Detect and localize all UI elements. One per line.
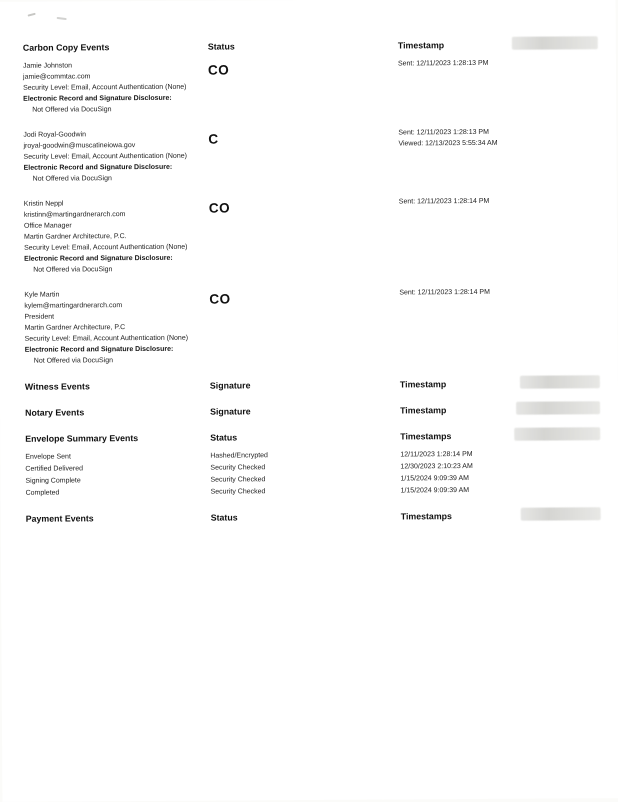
scan-artifact [521,507,601,520]
timestamp-column-header: Timestamp [400,405,447,416]
disclosure-value: Not Offered via DocuSign [32,106,112,114]
timestamp-column-header: Timestamp [397,40,445,51]
scan-mark [57,17,67,20]
envelope-timestamp: 12/30/2023 2:10:23 AM [400,463,473,471]
recipient-company: Martin Gardner Architecture, P.C. [23,233,127,241]
status-column-header: Status [210,432,238,443]
recipient-name: Kristin Neppl [23,200,64,208]
disclosure-value: Not Offered via DocuSign [33,357,114,365]
recipient-email: jamie@commtac.com [23,73,91,81]
sent-timestamp: Sent: 12/11/2023 1:28:14 PM [398,197,490,206]
recipient-email: kylem@martingardnerarch.com [24,302,123,310]
carbon-copy-recipient [24,195,601,276]
sent-timestamp: Sent: 12/11/2023 1:28:14 PM [399,288,490,297]
envelope-summary-row [26,484,603,500]
section-title: Notary Events [25,407,85,418]
recipient-name: Jodi Royal-Goodwin [23,131,87,139]
scan-artifact [512,36,598,50]
carbon-copy-recipient [24,286,601,367]
witness-events-header [25,377,602,394]
scan-artifact [520,375,600,388]
section-title: Envelope Summary Events [25,433,139,444]
carbon-copy-status-glyph: CO [207,62,230,78]
recipient-role: Office Manager [23,222,72,230]
section-title: Carbon Copy Events [22,42,110,53]
recipient-security-level: Security Level: Email, Account Authentication (None) [23,83,187,92]
envelope-event: Signing Complete [25,477,81,485]
signature-column-header: Signature [210,406,251,417]
envelope-status: Hashed/Encrypted [210,452,268,460]
section-title: Witness Events [24,381,90,392]
signature-column-header: Signature [209,380,251,391]
envelope-event: Certified Delivered [25,465,84,473]
disclosure-value: Not Offered via DocuSign [32,175,112,183]
envelope-summary-events-header [25,429,602,446]
disclosure-value: Not Offered via DocuSign [33,266,113,274]
carbon-copy-status-glyph: C [208,131,219,147]
envelope-status: Security Checked [210,464,266,472]
disclosure-label: Electronic Record and Signature Disclosure: [24,254,173,263]
envelope-timestamp: 1/15/2024 9:09:39 AM [400,487,470,495]
carbon-copy-status-glyph: CO [208,200,231,216]
timestamp-column-header: Timestamp [399,379,447,390]
carbon-copy-status-glyph: CO [209,291,231,307]
disclosure-label: Electronic Record and Signature Disclosure: [24,345,174,354]
timestamp-column-header: Timestamps [400,431,452,442]
recipient-company: Martin Gardner Architecture, P.C [24,324,126,332]
disclosure-label: Electronic Record and Signature Disclosure: [23,163,173,172]
notary-events-header [25,403,602,420]
section-title: Payment Events [25,513,94,524]
envelope-summary-rows [25,448,602,500]
status-column-header: Status [210,512,238,523]
envelope-timestamp: 12/11/2023 1:28:14 PM [400,451,473,459]
envelope-status: Security Checked [210,488,266,496]
carbon-copy-events-header [23,38,600,55]
viewed-timestamp: Viewed: 12/13/2023 5:55:34 AM [398,139,498,148]
recipient-security-level: Security Level: Email, Account Authentication (None) [24,243,188,252]
recipient-security-level: Security Level: Email, Account Authentication (None) [24,334,189,343]
payment-events-header [26,509,603,526]
envelope-event: Completed [25,489,60,497]
envelope-event: Envelope Sent [25,453,71,461]
sent-timestamp: Sent: 12/11/2023 1:28:13 PM [398,128,489,137]
disclosure-label: Electronic Record and Signature Disclosure: [23,94,172,103]
carbon-copy-recipient [23,57,600,116]
status-column-header: Status [207,41,235,52]
timestamp-column-header: Timestamps [400,511,452,522]
recipient-email: jroyal-goodwin@muscatineiowa.gov [23,142,136,150]
envelope-status: Security Checked [210,476,266,484]
scan-artifact [514,427,600,441]
carbon-copy-recipient [23,126,600,185]
scan-mark [28,13,36,17]
envelope-timestamp: 1/15/2024 9:09:39 AM [400,475,470,483]
recipient-security-level: Security Level: Email, Account Authentication (None) [23,152,187,161]
recipient-name: Kyle Martin [24,291,60,299]
scan-artifact [516,401,600,415]
sent-timestamp: Sent: 12/11/2023 1:28:13 PM [397,59,489,68]
recipient-email: kristinn@martingardnerarch.com [23,211,126,219]
recipient-role: President [24,313,55,321]
recipient-name: Jamie Johnston [22,62,73,70]
